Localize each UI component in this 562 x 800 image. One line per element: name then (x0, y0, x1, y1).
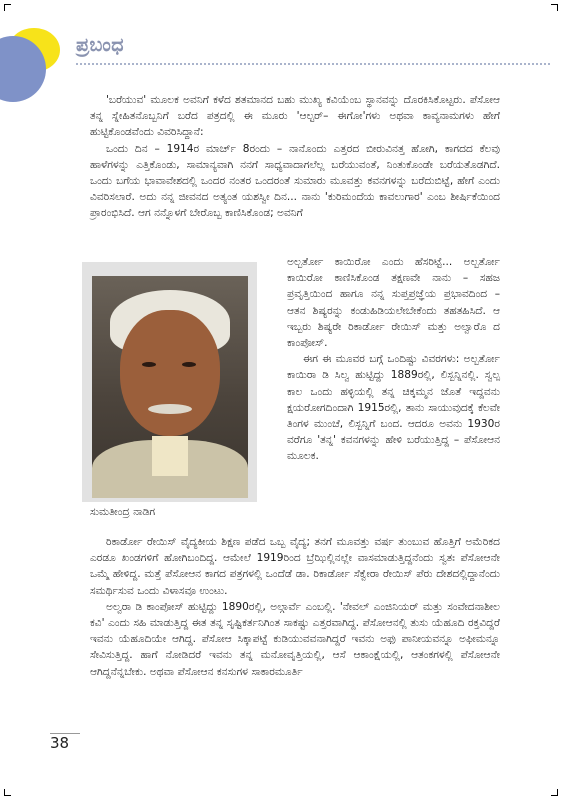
crop-mark-bottom-left (4, 789, 11, 796)
side-paragraph-1: ಅಲ್ಬರ್ತೋ ಕಾಯಿರೋ ಎಂದು ಹೆಸರಿಟ್ಟೆ... ಅಲ್ಬರ್ತೋ ಕಾಯಿರೋ ಕಾಣಿಸಿಕೊಂಡ ತಕ್ಷಣವೇ ನಾನು – ಸಹಜ ಪ್ರವೃತ್ತಿಯಿಂದ ಹಾಗೂ ನನ್ನ ಸುಪ್ತಪ್ರಜ್ಞೆಯ ಪ್ರಭಾವದಿಂದ – ಆತನ ಶಿಷ್ಯರನ್ನು ಕಂಡುಹಿಡಿಯಲೇಬೇಕೆಂದು ತಹತಹಿಸಿದೆ. ಆ ಇಬ್ಬರು ಶಿಷ್ಯರೇ ರಿಕಾರ್ಡೋ ರೇಯಿಸ್ ಮತ್ತು ಅಲ್ವಾರೊ ದ ಕಾಂಪೋಸ್. (287, 256, 500, 350)
intro-text (90, 92, 500, 222)
section-title: ಪ್ರಬಂಧ (76, 34, 125, 56)
bottom-paragraph-2: ಅಲ್ವರಾ ಡಿ ಕಾಂಪೋಸ್ ಹುಟ್ಟಿದ್ದು 1890ರಲ್ಲಿ, ಅಲ್ಗಾರ್ವೆ ಎಂಬಲ್ಲಿ. 'ನೇವಲ್ ಎಂಜಿನಿಯರ್ ಮತ್ತು ಸಂವೇದನಾಶೀಲ ಕವಿ' ಎಂದು ಸಹಿ ಮಾಡುತ್ತಿದ್ದ ಈತ ತನ್ನ ಸೃಷ್ಟಿಕರ್ತನಿಗಿಂತ ಸಾಕಷ್ಟು ಎತ್ತರವಾಗಿದ್ದ. ಪೆಸೋಆನಲ್ಲಿ ತುಸು ಯೆಹೂದಿ ರಕ್ತವಿದ್ದರೆ ಇವನು ಯೆಹೂದಿಯೇ ಆಗಿದ್ದ. ಪೆಸೋಆ ಸಿಕ್ಕಾಪಟ್ಟೆ ಕುಡಿಯುವವನಾಗಿದ್ದರೆ ಇವನು ಅಫು ಪಾನೀಯವನ್ನೂ ಅಫೀಮನ್ನೂ ಸೇವಿಸುತ್ತಿದ್ದ. ಹಾಗೆ ನೋಡಿದರೆ ಇವನು ತನ್ನ ಮನೋವೃತ್ತಿಯಲ್ಲಿ, ಆಸೆ ಆಕಾಂಕ್ಷೆಯಲ್ಲಿ, ಆತಂಕಗಳಲ್ಲಿ ಪೆಸೋಆನೇ ಆಗಿದ್ದನೆನ್ನಬೇಕು. ಅಥವಾ ಪೆಸೋಆನ ಕನಸುಗಳ ಸಾಕಾರಮೂರ್ತಿ (90, 600, 500, 678)
intro-paragraph-2: ಒಂದು ದಿನ – 1914ರ ಮಾರ್ಚ್ 8ರಂದು – ನಾನೊಂದು ಎತ್ತರದ ಬೀರುವಿನತ್ತ ಹೋಗಿ, ಕಾಗದದ ಕೆಲವು ಹಾಳೆಗಳನ್ನು ಎತ್ತಿಕೊಂಡು, ಸಾಮಾನ್ಯವಾಗಿ ನನಗೆ ಸಾಧ್ಯವಾದಾಗಲೆಲ್ಲ ಬರೆಯುವಂತೆ, ನಿಂತುಕೊಂಡೇ ಬರೆಯತೊಡಗಿದೆ. ಒಂದು ಬಗೆಯ ಭಾವಾವೇಶದಲ್ಲಿ ಒಂದರ ನಂತರ ಒಂದರಂತೆ ಸುಮಾರು ಮೂವತ್ತು ಕವನಗಳನ್ನು ಬರೆದುಬಿಟ್ಟೆ, ಹೇಗೆ ಎಂದು ವಿವರಿಸಲಾರೆ. ಅದು ನನ್ನ ಜೀವನದ ಅತ್ಯಂತ ಯಶಸ್ವೀ ದಿನ... ನಾನು 'ಕುರಿಮಂದೆಯ ಕಾವಲುಗಾರ' ಎಂಬ ಶೀರ್ಷಿಕೆಯಿಂದ ಪ್ರಾರಂಭಿಸಿದೆ. ಆಗ ನನ್ನೊಳಗೆ ಬೇರೊಬ್ಬ ಕಾಣಿಸಿಕೊಂಡ; ಅವನಿಗೆ (90, 142, 500, 220)
header-dotted-rule (76, 63, 550, 65)
crop-mark-top-right (551, 4, 558, 11)
bottom-text (90, 534, 500, 680)
photo-caption: ಸುಮತೀಂದ್ರ ನಾಡಿಗ (90, 506, 156, 518)
author-photo (92, 276, 248, 498)
crop-mark-bottom-right (551, 789, 558, 796)
page-number: 38 (50, 734, 70, 752)
side-text (287, 254, 500, 465)
intro-paragraph-1: 'ಬರೆಯುವ' ಮೂಲಕ ಅವನಿಗೆ ಕಳೆದ ಶತಮಾನದ ಬಹು ಮುಖ್ಯ ಕವಿಯೆಂಬ ಸ್ಥಾನವನ್ನು ದೊರಕಿಸಿಕೊಟ್ಟರು. ಪೆಸೋಆ ತನ್ನ ಸ್ನೇಹಿತನೊಬ್ಬನಿಗೆ ಬರೆದ ಪತ್ರದಲ್ಲಿ ಈ ಮೂರು 'ಆಲ್ಟರ್– ಈಗೋ'ಗಳು ಅಥವಾ ಕಾವ್ಯನಾಮಗಳು ಹೇಗೆ ಹುಟ್ಟಿಕೊಂಡವೆಂದು ವಿವರಿಸಿದ್ದಾನೆ: (90, 94, 500, 139)
crop-mark-top-left (4, 4, 11, 11)
side-paragraph-2: ಈಗ ಈ ಮೂವರ ಬಗ್ಗೆ ಒಂದಿಷ್ಟು ವಿವರಗಳು: ಅಲ್ಬರ್ತೋ ಕಾಯಿರಾ ಡಿ ಸಿಲ್ವ ಹುಟ್ಟಿದ್ದು 1889ರಲ್ಲಿ, ಲಿಸ್ಬನ್ನಿನಲ್ಲಿ. ಸ್ವಲ್ಪ ಕಾಲ ಒಂದು ಹಳ್ಳಿಯಲ್ಲಿ ತನ್ನ ಚಿಕ್ಕಮ್ಮನ ಜೊತೆ ಇದ್ದವನು ಕ್ಷಯರೋಗದಿಂದಾಗಿ 1915ರಲ್ಲಿ, ತಾನು ಸಾಯುವುದಕ್ಕೆ ಕೆಲವೇ ತಿಂಗಳ ಮುಂಚೆ, ಲಿಸ್ಬನ್ನಿಗೆ ಬಂದ. ಆದರೂ ಅವನು 1930ರ ವರೆಗೂ 'ತನ್ನ' ಕವನಗಳನ್ನು ಹೇಳಿ ಬರೆಯುತ್ತಿದ್ದ – ಪೆಸೋಆನ ಮೂಲಕ. (287, 353, 500, 463)
bottom-paragraph-1: ರಿಕಾರ್ಡೋ ರೇಯಿಸ್ ವೈದ್ಯಕೀಯ ಶಿಕ್ಷಣ ಪಡೆದ ಒಬ್ಬ ವೈದ್ಯ; ತನಗೆ ಮೂವತ್ತು ವರ್ಷ ತುಂಬುವ ಹೊತ್ತಿಗೆ ಅಮೆರಿಕದ ಎರಡೂ ಖಂಡಗಳಿಗೆ ಹೋಗಿಬಂದಿದ್ದ. ಆಮೇಲೆ 1919ರಿಂದ ಬ್ರೆಝಿಲ್ಲಿನಲ್ಲೇ ವಾಸಮಾಡುತ್ತಿದ್ದನೆಂದು ಸ್ವತಃ ಪೆಸೋಆನೇ ಒಮ್ಮೆ ಹೇಳಿದ್ದ. ಮತ್ತೆ ಪೆಸೋಆನ ಕಾಗದ ಪತ್ರಗಳಲ್ಲಿ ಒಂದೆಡೆ ಡಾ. ರಿಕಾರ್ಡೋ ಸೆಕ್ವೇರಾ ರೇಯಿಸ್ ಪೆರು ದೇಶದಲ್ಲಿದ್ದಾನೆಂದು ಸಮರ್ಥಿಸುವ ಒಂದು ವಿಳಾಸವೂ ಉಂಟು. (90, 536, 500, 597)
